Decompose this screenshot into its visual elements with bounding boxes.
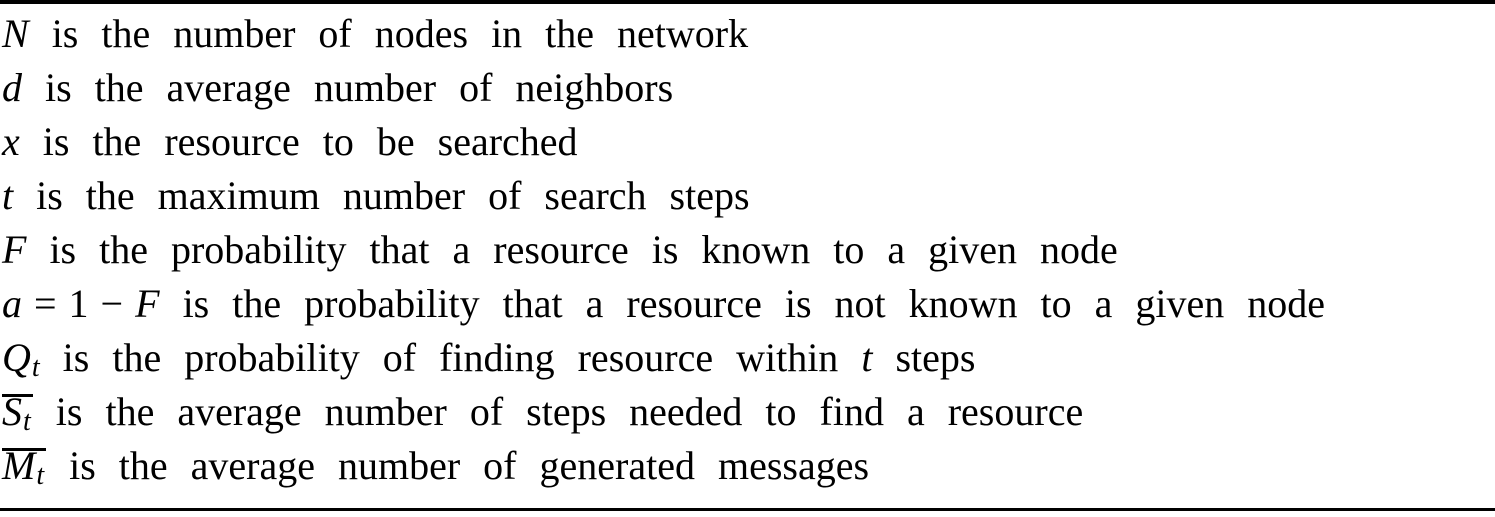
definition-text: is the average number of generated messages	[46, 443, 870, 488]
definition-text: is the probability that a resource is known to a given node	[26, 227, 1118, 272]
math-subscript: t	[31, 352, 40, 384]
math-symbol: Q	[2, 335, 31, 380]
math-subscript: t	[23, 406, 31, 438]
definition-row	[2, 385, 1494, 439]
math-symbol: d	[2, 65, 22, 110]
math-symbol: F	[135, 281, 160, 326]
definition-text: is the maximum number of search steps	[13, 173, 750, 218]
definition-text: is the average number of steps needed to find a resource	[32, 389, 1084, 434]
definition-text: is the probability that a resource is not known to a given node	[159, 281, 1326, 326]
definition-row	[2, 115, 1494, 169]
table-top-rule	[0, 0, 1495, 4]
definition-text: is the average number of neighbors	[22, 65, 674, 110]
math-symbol: a	[2, 281, 22, 326]
math-symbol: x	[2, 119, 20, 164]
math-symbol: S	[2, 389, 22, 434]
definition-text: is the number of nodes in the network	[28, 11, 749, 56]
notation-rows	[2, 7, 1494, 493]
definition-row	[2, 439, 1494, 493]
table-bottom-rule	[0, 508, 1495, 511]
math-symbol: t	[2, 173, 14, 218]
definition-row	[2, 61, 1494, 115]
math-symbol: M	[2, 443, 36, 488]
math-symbol: t	[861, 335, 873, 380]
math-expression: = 1 −	[22, 281, 136, 326]
definition-row	[2, 277, 1494, 331]
math-symbol: F	[2, 227, 27, 272]
math-symbol: N	[2, 11, 29, 56]
overlined-symbol	[2, 443, 46, 492]
definition-row	[2, 7, 1494, 61]
definition-row	[2, 223, 1494, 277]
overlined-symbol	[2, 389, 33, 438]
definition-text: steps	[872, 335, 976, 380]
definition-text: is the resource to be searched	[19, 119, 578, 164]
definition-row	[2, 331, 1494, 385]
definition-text: is the probability of finding resource within	[39, 335, 862, 380]
definition-row	[2, 169, 1494, 223]
math-subscript: t	[36, 460, 45, 492]
